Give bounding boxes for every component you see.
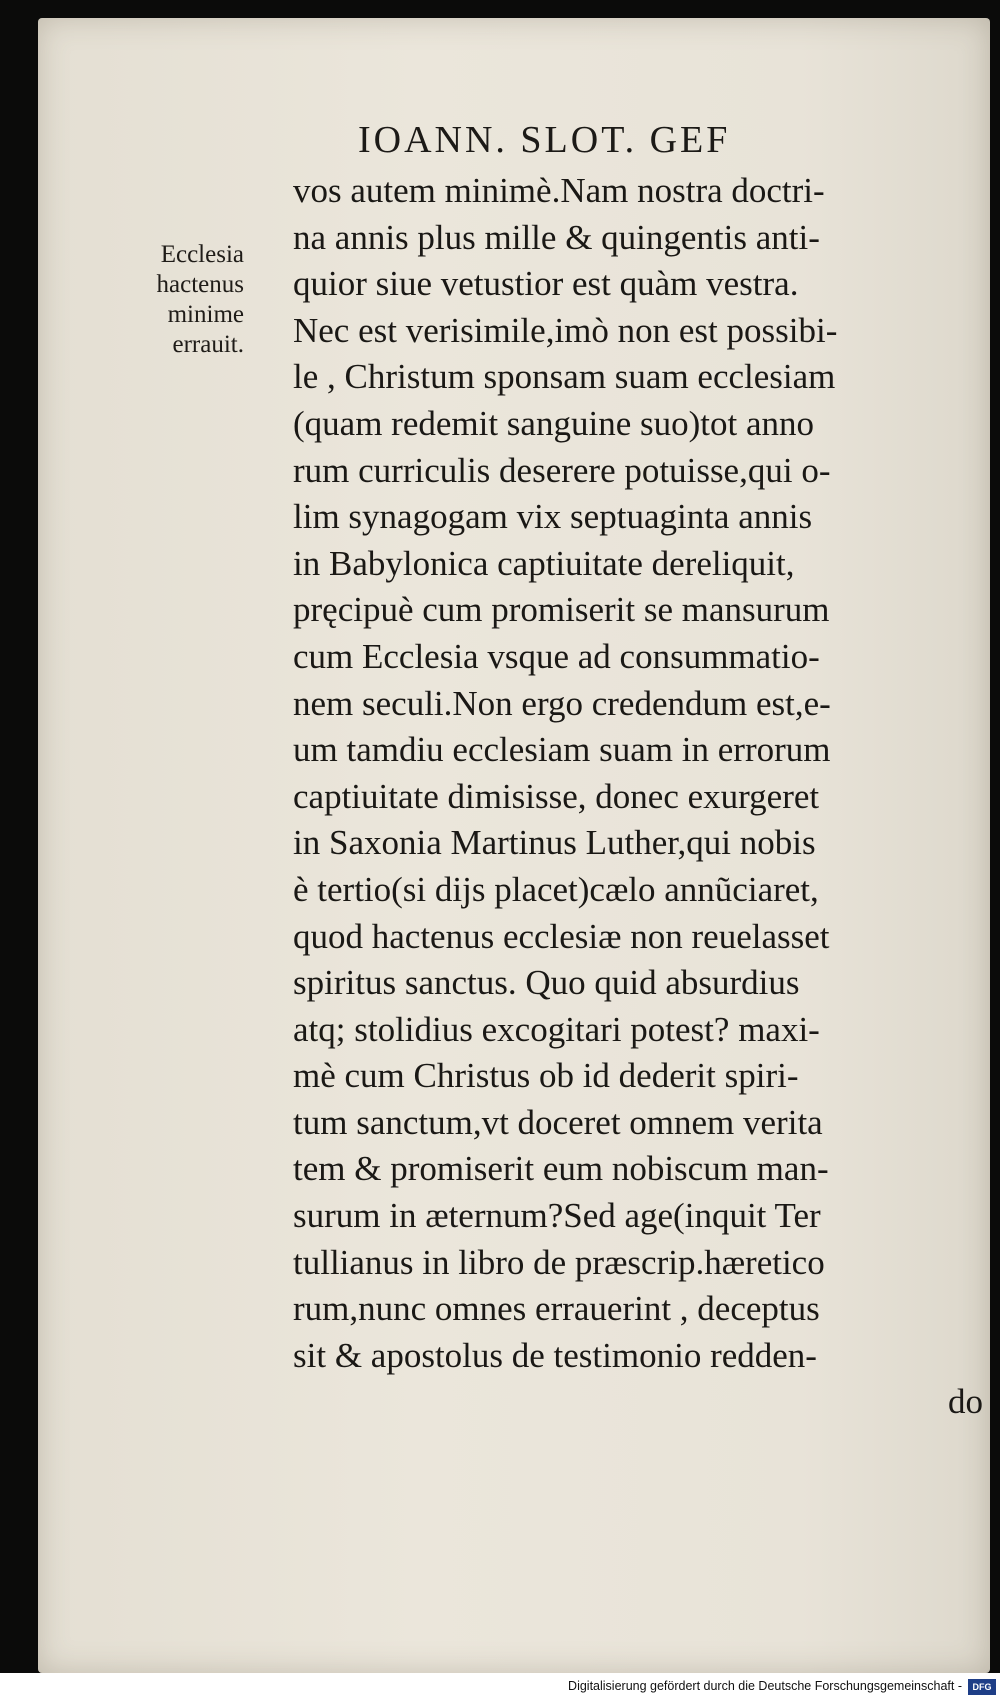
funding-credit: Digitalisierung gefördert durch die Deutsche Forschungsgemeinschaft - — [568, 1679, 962, 1693]
catchword: do — [948, 1382, 983, 1422]
text-line: è tertio(si dijs placet)cælo annũciaret, — [293, 869, 819, 909]
text-line: le , Christum sponsam suam ecclesiam — [293, 357, 836, 397]
marginal-note-line: hactenus — [156, 271, 244, 298]
text-line: rum curriculis deserere potuisse,qui o- — [293, 450, 831, 490]
text-line: captiuitate dimisisse, donec exurgeret — [293, 776, 820, 816]
text-line: atq; stolidius excogitari potest? maxi- — [293, 1009, 820, 1049]
text-line: pręcipuè cum promiserit se mansurum — [293, 590, 830, 630]
marginal-note-line: errauit. — [172, 331, 244, 358]
text-line: mè cum Christus ob id dederit spiri- — [293, 1056, 799, 1096]
running-header: IOANN. SLOT. GEF — [358, 119, 731, 161]
book-page — [38, 18, 990, 1673]
text-line: in Babylonica captiuitate dereliquit, — [293, 543, 795, 583]
text-line: tum sanctum,vt doceret omnem verita — [293, 1102, 823, 1142]
text-line: cum Ecclesia vsque ad consummatio- — [293, 636, 820, 676]
marginal-note — [104, 240, 244, 360]
body-text — [293, 168, 993, 1426]
dfg-logo-icon: DFG — [968, 1679, 996, 1695]
text-line: tullianus in libro de præscrip.hæretico — [293, 1242, 825, 1282]
marginal-note-line: Ecclesia — [160, 241, 244, 268]
text-line: in Saxonia Martinus Luther,qui nobis — [293, 823, 816, 863]
text-line: tem & promiserit eum nobiscum man- — [293, 1149, 829, 1189]
text-line: nem seculi.Non ergo credendum est,e- — [293, 683, 831, 723]
text-line: um tamdiu ecclesiam suam in errorum — [293, 730, 831, 770]
text-line: vos autem minimè.Nam nostra doctri- — [293, 171, 825, 210]
text-line: Nec est verisimile,imò non est possibi- — [293, 310, 838, 350]
digitization-footer — [0, 1673, 1000, 1704]
text-line: na annis plus mille & quingentis anti- — [293, 217, 820, 257]
text-line: spiritus sanctus. Quo quid absurdius — [293, 963, 800, 1003]
text-line: (quam redemit sanguine suo)tot anno — [293, 403, 814, 443]
marginal-note-line: minime — [167, 301, 244, 328]
text-line: surum in æternum?Sed age(inquit Ter — [293, 1196, 821, 1236]
text-line: quior siue vetustior est quàm vestra. — [293, 264, 799, 304]
text-line: quod hactenus ecclesiæ non reuelasset — [293, 916, 830, 956]
text-line: lim synagogam vix septuaginta annis — [293, 497, 813, 537]
text-line: rum,nunc omnes errauerint , deceptus — [293, 1289, 820, 1329]
text-line: sit & apostolus de testimonio redden- — [293, 1335, 817, 1375]
